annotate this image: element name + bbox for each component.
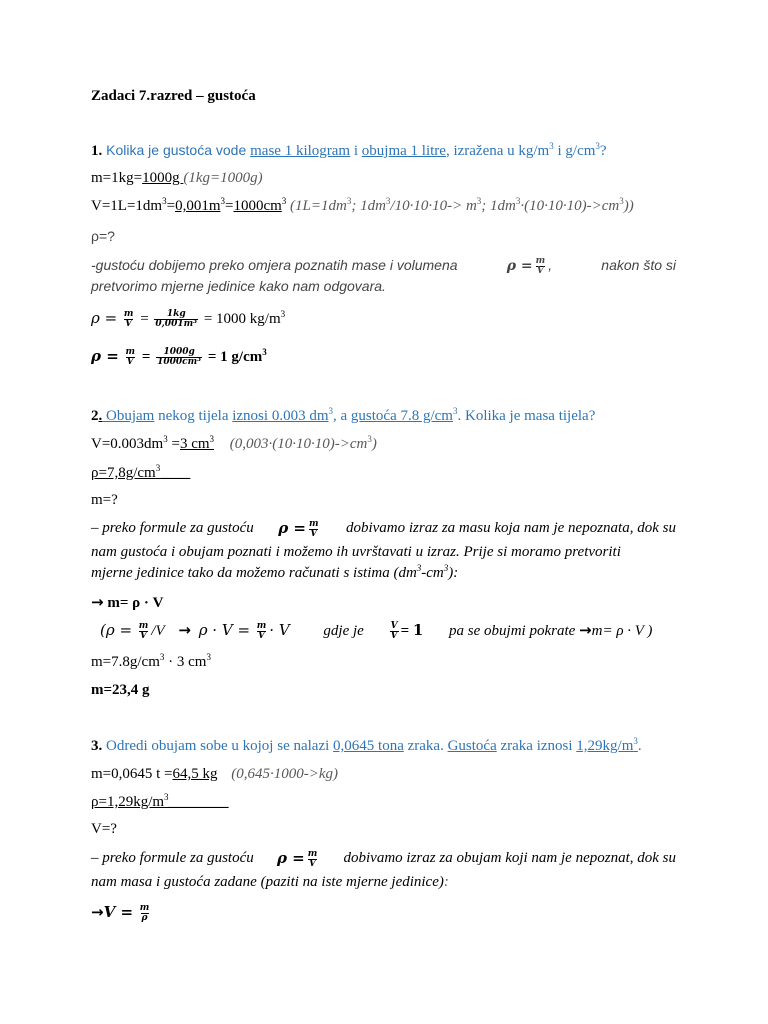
problem-3-explanation-line-2: nam masa i gustoća zadane (paziti na iste mjerne jedinice): [91, 874, 449, 890]
arrow-right-icon: → [91, 593, 104, 611]
problem-3-volume-unknown: V=? [91, 821, 117, 837]
problem-2-explanation-line-3: mjerne jedinice tako da možemo računati s istima $(dm^3-cm^3)$: [91, 563, 459, 581]
problem-1-volume: $V=1L=1dm^3=0,001m^3=1000cm^3$ ($1L=1dm^3$; $1dm^3/10\cdot 10\cdot 10-> m^3$; $1dm^3\cdot(10\cdot 10\cdot 10)->cm^3$)) [91, 196, 634, 214]
problem-2-mass-unknown: m=? [91, 492, 118, 508]
problem-2-mass-formula: → m= ρ · V [91, 593, 164, 611]
problem-2-calculation: $m=7.8g/cm^3 \cdot 3$ $cm^3$ [91, 652, 211, 670]
arrow-right-icon: → [178, 621, 191, 639]
problem-2-explanation-line-1: – preko formule za gustoću ρ = $\frac{m}{V}$ dobivamo izraz za masu koja nam je nepoznata, dok su [91, 519, 676, 540]
problem-2-question: 2. Obujam nekog tijela iznosi 0.003 $dm^3$, a gustoća 7.8 $g/cm^3$. Kolika je masa tijela? [91, 406, 596, 424]
problem-3-explanation-line-1: – preko formule za gustoću ρ = $\frac{m}{V}$ dobivamo izraz za obujam koji nam je nepoznat, dok su [91, 849, 676, 870]
arrow-right-icon: → [91, 903, 104, 921]
problem-3-volume-formula: →V = $\frac{m}{\rho}$ [91, 903, 150, 924]
problem-2-volume: $V=0.003dm^3 =3$ $cm^3$ $(0,003\cdot(10\cdot 10\cdot 10)->cm^3)$ [91, 434, 377, 452]
problem-1-explanation-line-1: -gustoću dobijemo preko omjera poznatih mase i volumena ρ = $\frac{m}{V}$ , nakon što si [91, 255, 676, 276]
problem-1-explanation-line-2: pretvorimo mjerne jedinice kako nam odgovara. [91, 278, 386, 294]
problem-2-derivation: (ρ = $\frac{m}{V}$ /V → ρ · V = $\frac{m}{V}$ · V gdje je $\frac{V}{V}$ = 𝟏 pa se obujmi pokrate →m= ρ · V ) [100, 621, 653, 642]
problem-3-density: $\rho=1,29kg/m^3\_\_\_\_\_\_\_\_$ [91, 792, 229, 810]
page-title: Zadaci 7.razred – gustoća [91, 88, 256, 104]
problem-1-question: 1. Kolika je gustoća vode mase 1 kilogram i obujma 1 litre, izražena u $kg/m^3$ i $g/cm^3$? [91, 141, 607, 159]
problem-1-mass: m=1kg=1000g (1kg=1000g) [91, 170, 263, 186]
problem-2-result: m=23,4 g [91, 682, 150, 698]
arrow-right-icon: → [579, 621, 592, 639]
problem-3-mass: m=0,0645 t =64,5 kg (0,645·1000->kg) [91, 766, 339, 782]
problem-3-question: 3. Odredi obujam sobe u kojoj se nalazi 0,0645 tona zraka. Gustoća zraka iznosi $1,29kg/m^3$. [91, 736, 642, 754]
problem-1-formula-g: ρ = $\frac{m}{V}$ = $\frac{1000g}{\text{1000cm³}}$ = 1 $g/cm^3$ [91, 347, 267, 368]
problem-2-density: $\rho=7,8g/cm^3\_\_\_\_$ [91, 463, 191, 481]
problem-2-explanation-line-2: nam gustoća i obujam poznati i možemo ih uvrštavati u izraz. Prije si moramo pretvoriti [91, 544, 621, 560]
problem-1-formula-kg: ρ = $\frac{m}{V}$ = $\frac{1kg}{\text{0,001m³}}$ = 1000 $kg/m^3$ [91, 309, 286, 330]
problem-1-rho-unknown: ρ=? [91, 228, 115, 244]
